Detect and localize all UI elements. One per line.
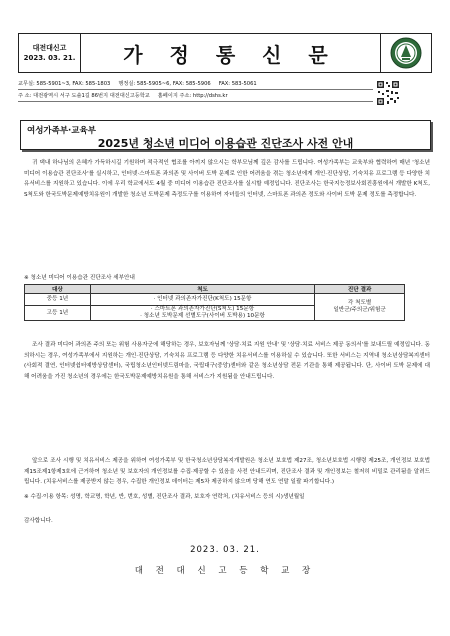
result-line-1: 각 척도별 <box>347 300 372 306</box>
newsletter-title: 가 정 통 신 문 <box>81 34 381 72</box>
newsletter-header <box>18 33 432 73</box>
body-paragraph-1: 귀 댁내 하나님의 은혜가 가득하시길 기원하며 적극적인 협조를 아끼지 않으시는 학부모님께 깊은 감사를 드립니다. 여성가족부는 교육부와 협력하여 매년 '청소년 미디어 이용습관 진단조사'를 실시하고, 인터넷·스마트폰 과의존 및 사이버 도박 문제로 인한 어려움을 겪는 청소년에게 개인·진단상담, 기숙치유 프로그램 등 다양한 치유서비스를 지원하고 있습니다. 이에 우리 학교에서도 4월 중 미디어 이용습관 진단조사를 실시할 예정입니다. 진단조사는 한국지능정보사회진흥원에서 개발한 K척도, S척도와 한국도박문제예방치유원이 개발한 청소년 도박문제 측정도구를 이용하여 자녀들의 인터넷, 스마트폰 과의존 정도와 사이버 도박 문제 정도를 측정합니다. <box>24 160 430 198</box>
school-emblem-icon <box>390 37 422 69</box>
school-emblem <box>381 34 431 72</box>
contact-phone-row <box>18 78 373 90</box>
scale-line-2: · 청소년 도박문제 선별도구(사이버 도박용) 10문항 <box>140 313 265 319</box>
header-school-name: 대전대신고 <box>32 44 67 52</box>
table-cell-result <box>315 294 405 321</box>
body-paragraph-2: 조사 결과 미디어 과의존 주의 또는 위험 사용자군에 해당하는 경우, 보호자님께 '상담·치료 지원 안내' 및 '상담·치료 서비스 제공 동의서'를 보내드릴 예정입니다. 동의하시는 경우, 여성가족부에서 지원하는 개인·진단상담, 기숙치유 프로그램 등 다양한 치유서비스를 이용하실 수 있습니다. 또한 서비스는 지역내 청소년상담복지센터(사회적 결연, 인터넷쉼터예방상담센터), 국립청소년인터넷드림마을, 국립대구(중앙)센터와 같은 청소년상담 전문 기관을 통해 제공됩니다. 단, 사이버 도박 문제에 대해 어려움을 가진 청소년의 경우에는 한국도박문제예방치유원을 통해 서비스가 지원됨을 안내드립니다. <box>24 342 430 380</box>
table-header-result: 진단 결과 <box>315 285 405 294</box>
contact-office: 교무실: 585-5901~3, FAX: 585-1803 <box>18 80 111 87</box>
table-caption: ※ 청소년 미디어 이용습관 진단조사 세부안내 <box>24 275 135 281</box>
body-paragraph-3: 앞으로 조사 시행 및 치유서비스 제공을 위하여 여성가족부 및 한국청소년상담복지개발원은 청소년 보호법 제27조, 청소년보호법 시행령 제25조, 개인정보 보호법 제15조제1항제3호에 근거하여 청소년 및 보호자의 개인정보를 수집·제공할 수 있음을 사전 안내드리며, 진단조사 결과 및 개인정보는 철저히 비밀로 관리됨을 알려드립니다. (치유서비스를 제공받지 않는 경우, 수집한 개인정보 데이터는 제5차 제공하지 않으며 당해 연도 연말 일괄 파기합니다.) <box>24 458 430 485</box>
contact-homepage[interactable]: 홈페이지 주소: http://dshs.kr <box>157 92 228 99</box>
contact-address-row <box>18 90 373 102</box>
footer-principal: 대 전 대 신 고 등 학 교 장 <box>134 566 316 576</box>
table-header-scale: 척도 <box>90 285 314 294</box>
result-line-2: 일반군/주의군/위험군 <box>333 307 386 313</box>
survey-table <box>24 284 405 321</box>
table-cell-target: 중등 1년 <box>25 294 91 306</box>
contact-address: 주 소: 대전광역시 서구 도솔1길 86번지 대전대신고등학교 <box>18 92 150 99</box>
table-header-row <box>25 285 405 294</box>
contact-info <box>18 78 373 102</box>
contact-admin: 행정실: 585-5905~6, FAX: 585-5906 <box>118 80 211 87</box>
table-cell-scale: · 인터넷 과의존자가진단(K척도) 15문항 <box>90 294 314 306</box>
closing-thanks: 감사합니다. <box>24 518 53 524</box>
header-school-info <box>19 34 81 72</box>
scale-line-1: · 스마트폰 과의존자가진단(S척도) 15문항 <box>150 306 255 312</box>
table-cell-target: 고등 1년 <box>25 306 91 321</box>
table-row <box>25 294 405 306</box>
table-cell-scale <box>90 306 314 321</box>
contact-fax: FAX: 583-5061 <box>218 80 257 87</box>
notice-ministry: 여성가족부·교육부 <box>27 126 96 136</box>
notice-title: 2025년 청소년 미디어 이용습관 진단조사 사전 안내 <box>97 137 354 150</box>
header-date: 2023. 03. 21. <box>23 54 76 62</box>
notice-title-box <box>20 120 431 150</box>
qr-code-icon[interactable] <box>376 80 400 106</box>
collection-items-note: ※ 수집·이용 항목: 성명, 학교명, 학년, 반, 번호, 성별, 진단조사 결과, 보호자 연락처, (치유서비스 등의 시)생년월일 <box>24 494 305 500</box>
table-header-target: 대상 <box>25 285 91 294</box>
footer-date: 2023. 03. 21. <box>190 545 260 555</box>
